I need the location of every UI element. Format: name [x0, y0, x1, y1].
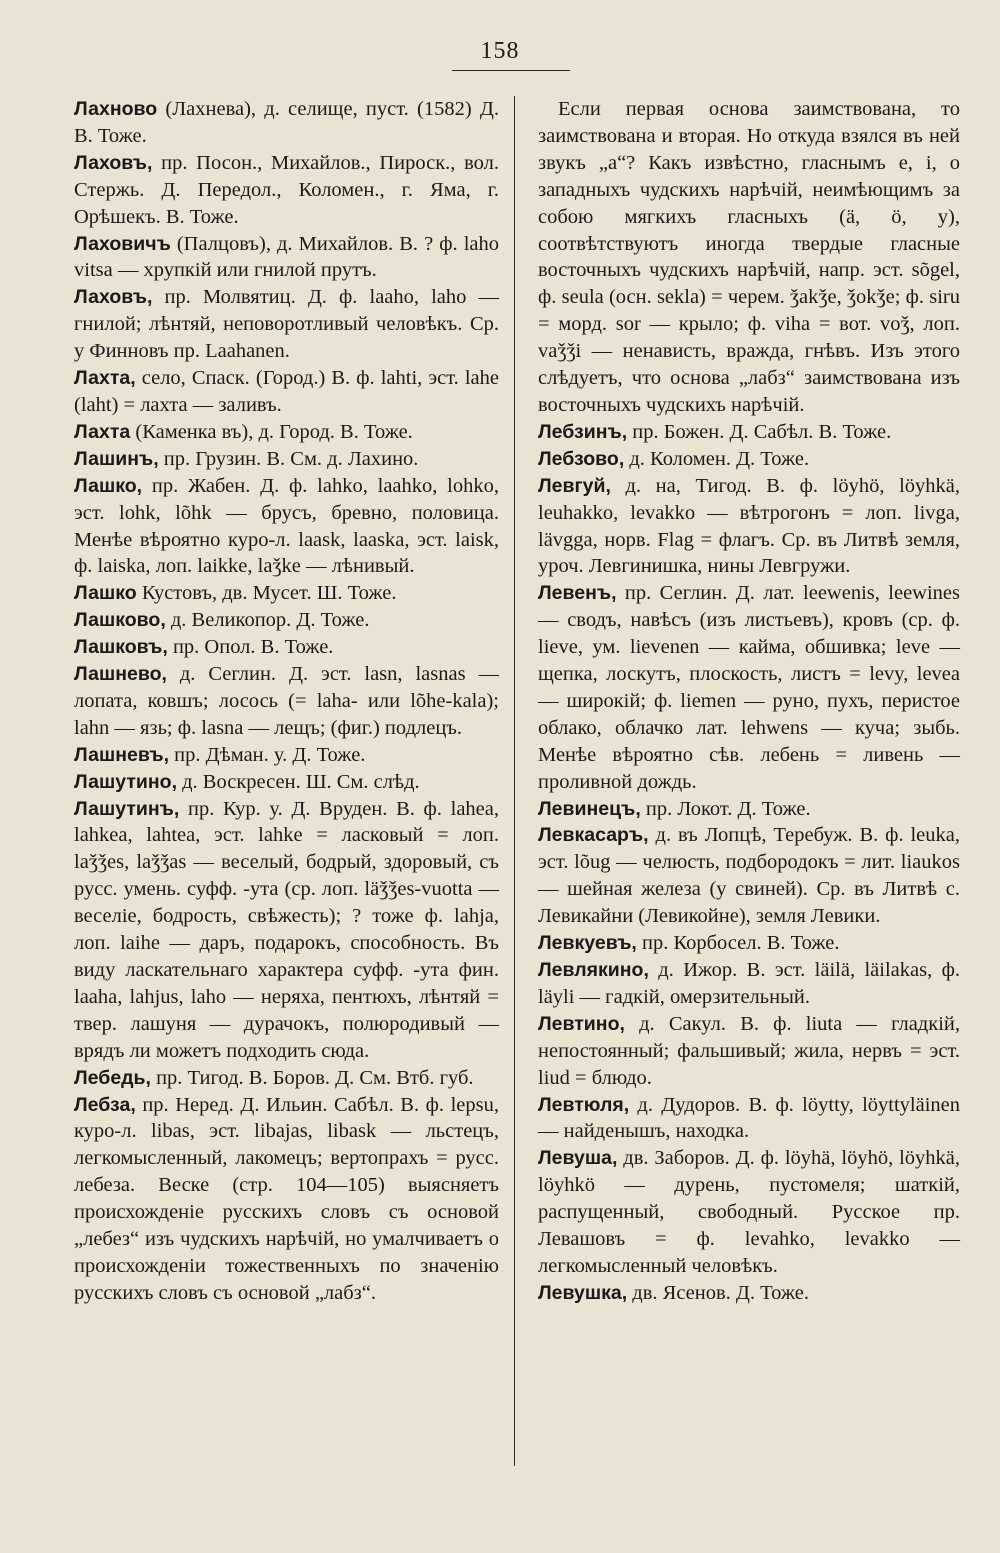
dictionary-entry: [74, 769, 499, 796]
entry-headword: Лашневъ,: [74, 743, 170, 766]
entry-text: пр. Кур. у. Д. Вруден. В. ф. lahea, lahkea, lahtea, эст. lahke = ласковый = лоп. laǯǯes, laǯǯas — веселый, бодрый, здоровый, съ русс. умень. суфф. -ута (ср. лоп. läǯǯes-vuotta — веселіе, бодрость, свѣжесть); ? тоже ф. lahja, лоп. laihe — даръ, подарокъ, способность. Въ виду ласкательнаго характера суфф. -ута фин. laaha, lahjus, laho — неряха, пентюхъ, лѣнтяй = твер. лашуня — дурачокъ, полюродивый — врядъ ли можетъ подходить сюда.: [74, 797, 499, 1062]
dictionary-entry: [538, 796, 960, 823]
entry-text: пр. Грузин. В. См. д. Лахино.: [158, 447, 419, 470]
dictionary-entry: [538, 1092, 960, 1146]
entry-text: пр. Тигод. В. Боров. Д. См. Втб. губ.: [150, 1066, 474, 1089]
dictionary-entry: [538, 1280, 960, 1307]
dictionary-entry: [538, 96, 960, 419]
entry-headword: Лебедь,: [74, 1066, 151, 1089]
dictionary-entry: [74, 607, 499, 634]
dictionary-entry: [74, 1065, 499, 1092]
entry-text: дв. Заборов. Д. ф. löyhä, löyhö, löyhkä, löyhkö — дурень, пустомеля; шаткій, распущенный, свободный. Русское пр. Левашовъ = ф. levahko, levakko — легкомысленный человѣкъ.: [538, 1147, 960, 1277]
entry-text: пр. Сеглин. Д. лат. leewenis, leewines — сводъ, навѣсъ (изъ листьевъ), кровъ (ср. ф. lieve, ум. lievenen — кайма, обшивка; leve — щепка, лоскутъ, плоскость, листъ = levy, levea — широкій; ф. liemen — руно, пухъ, перистое облако, облачко лат. lehwens — куча; зыбь. Менѣе вѣроятно сѣв. лебень = ливень — проливной дождь.: [538, 582, 960, 793]
entry-headword: Левкуевъ,: [538, 932, 637, 955]
dictionary-entry: [74, 473, 499, 581]
entry-headword: Лашко: [74, 582, 137, 605]
dictionary-entry: [74, 1092, 499, 1307]
dictionary-entry: [538, 473, 960, 581]
dictionary-entry: [74, 742, 499, 769]
entry-headword: Лашутино,: [74, 770, 177, 793]
column-divider: [514, 96, 515, 1466]
dictionary-entry: [538, 419, 960, 446]
entry-text: дв. Ясенов. Д. Тоже.: [627, 1281, 809, 1304]
entry-text: (Лахнева), д. селище, пуст. (1582) Д. В. Тоже.: [74, 98, 499, 147]
entry-text: пр. Локот. Д. Тоже.: [640, 797, 811, 820]
entry-text: д. на, Тигод. В. ф. löyhö, löyhkä, leuhakko, levakko — вѣтрогонъ = лоп. livga, lävgga, норв. Flag = флагъ. Ср. въ Литвѣ земля, уроч. Левгинишка, нины Левгружи.: [538, 474, 960, 578]
entry-headword: Левкасаръ,: [538, 824, 649, 847]
entry-text: Если первая основа заимствована, то заимствована и вторая. Но откуда взялся въ ней звукъ „а“? Какъ извѣстно, гласнымъ е, і, о западныхъ чудскихъ нарѣчій, неимѣющимъ за собою мягкихъ гласныхъ (ä, ö, у), соотвѣтствуютъ иногда твердые гласные восточныхъ чудскихъ нарѣчій, напр. эст. sõgel, ф. seula (осн. sekla) = черем. ǯakǯe, ǯokǯe; ф. siru = морд. sor — крыло; ф. viha = вот. voǯ, лоп. vaǯǯi — ненависть, вражда, гнѣвъ. Изъ этого слѣдуетъ, что основа „лабз“ заимствована изъ восточныхъ чудскихъ нарѣчій.: [538, 98, 960, 416]
page-number: 158: [480, 38, 520, 64]
dictionary-entry: [74, 365, 499, 419]
entry-text: д. Сеглин. Д. эст. lasn, lasnas — лопата, ковшъ; лосось (= laha- или lõhe-kala); lahn — язь; ф. lasna — лещъ; (фиг.) подлецъ.: [74, 663, 499, 739]
entry-text: пр. Посон., Михайлов., Пироск., вол. Стержь. Д. Передол., Коломен., г. Яма, г. Орѣшекъ. В. Тоже.: [74, 151, 499, 228]
entry-text: пр. Молвятиц. Д. ф. laaho, laho — гнилой; лѣнтяй, неповоротливый человѣкъ. Ср. у Финновъ пр. Laahanen.: [74, 286, 499, 363]
entry-headword: Лебзово,: [538, 447, 625, 470]
dictionary-entry: [74, 96, 499, 150]
dictionary-entry: [74, 661, 499, 742]
entry-text: д. Дудоров. В. ф. löytty, löyttyläinen — найденышъ, находка.: [538, 1093, 960, 1143]
dictionary-entry: [538, 822, 960, 930]
dictionary-entry: [74, 634, 499, 661]
entry-headword: Левлякино,: [538, 959, 649, 981]
entry-headword: Лашнево,: [74, 663, 167, 686]
entry-headword: Левуша,: [538, 1147, 618, 1170]
entry-text: (Каменка въ), д. Город. В. Тоже.: [130, 420, 413, 443]
entry-text: пр. Неред. Д. Ильин. Сабѣл. В. ф. lepsu, куро-л. libas, эст. libajas, libask — льстецъ, легкомысленный, лакомецъ; вертопрахъ = русс. лебеза. Веске (стр. 104—105) выясняетъ происхожденіе русскихъ словъ съ основой „лебез“ изъ чудскихъ нарѣчій, но умалчиваетъ о происхожденіи тожественныхъ по значенію русскихъ словъ съ основой „лабз“.: [74, 1093, 499, 1304]
entry-headword: Лахта,: [74, 367, 136, 390]
entry-headword: Лаховичъ: [74, 232, 171, 255]
entry-headword: Лахново: [74, 98, 158, 120]
header-rule: [452, 70, 570, 71]
entry-text: пр. Божен. Д. Сабѣл. В. Тоже.: [627, 420, 892, 443]
dictionary-entry: [74, 796, 499, 1065]
entry-text: д. Ижор. В. эст. läilä, läilakas, ф. läyli — гадкій, омерзительный.: [538, 959, 960, 1008]
entry-headword: Лахта: [74, 420, 131, 443]
entry-headword: Лашинъ,: [74, 447, 159, 470]
entry-text: Кустовъ, дв. Мусет. Ш. Тоже.: [136, 582, 397, 605]
entry-headword: Лашково,: [74, 609, 166, 632]
entry-headword: Левинецъ,: [538, 797, 641, 820]
entry-headword: Левтино,: [538, 1012, 625, 1035]
entry-text: д. въ Лопцѣ, Теребуж. В. ф. leuka, эст. lõug — челюсть, подбородокъ = лит. liaukos — шейная железа (у свиней). Ср. въ Литвѣ с. Левикайни (Левикойне), земля Левики.: [538, 824, 960, 928]
entry-text: д. Коломен. Д. Тоже.: [624, 447, 810, 470]
entry-text: д. Сакул. В. ф. liuta — гладкій, непостоянный; фальшивый; жила, нервъ = эст. liud = блюдо.: [538, 1012, 960, 1089]
dictionary-entry: [74, 419, 499, 446]
dictionary-entry: [74, 580, 499, 607]
entry-headword: Лаховъ,: [74, 286, 153, 309]
dictionary-entry: [538, 957, 960, 1011]
dictionary-entry: [538, 930, 960, 957]
dictionary-entry: [74, 231, 499, 285]
dictionary-entry: [74, 150, 499, 231]
entry-headword: Лаховъ,: [74, 151, 153, 174]
entry-headword: Лашко,: [74, 474, 143, 497]
dictionary-entry: [74, 284, 499, 365]
entry-headword: Левенъ,: [538, 582, 617, 605]
entry-text: пр. Дѣман. у. Д. Тоже.: [169, 743, 366, 766]
entry-text: (Палцовъ), д. Михайлов. В. ? ф. laho vitsa — хрупкій или гнилой прутъ.: [74, 232, 499, 282]
entry-text: д. Великопор. Д. Тоже.: [165, 609, 370, 632]
entry-headword: Лашковъ,: [74, 636, 168, 659]
dictionary-entry: [538, 1145, 960, 1280]
entry-text: пр. Корбосел. В. Тоже.: [636, 932, 840, 955]
dictionary-entry: [74, 446, 499, 473]
entry-text: село, Спаск. (Город.) В. ф. lahti, эст. lahe (laht) = лахта — заливъ.: [74, 367, 499, 416]
dictionary-entry: [538, 446, 960, 473]
entry-headword: Лебзинъ,: [538, 420, 628, 443]
dictionary-entry: [538, 580, 960, 795]
entry-text: пр. Жабен. Д. ф. lahko, laahko, lohko, эст. lohk, lõhk — брусъ, бревно, половица. Менѣе вѣроятно куро-л. laask, laaska, эст. laisk, ф. laiska, лоп. laikke, laǯke — лѣнивый.: [74, 474, 499, 578]
entry-headword: Лашутинъ,: [74, 797, 180, 820]
entry-headword: Левгуй,: [538, 474, 611, 497]
right-column: [538, 96, 960, 1307]
entry-headword: Левтюля,: [538, 1093, 630, 1116]
entry-text: д. Воскресен. Ш. См. слѣд.: [177, 770, 420, 793]
entry-text: пр. Опол. В. Тоже.: [167, 636, 334, 659]
dictionary-entry: [538, 1011, 960, 1092]
left-column: [74, 96, 499, 1307]
entry-headword: Лебза,: [74, 1093, 136, 1116]
entry-headword: Левушка,: [538, 1281, 628, 1304]
